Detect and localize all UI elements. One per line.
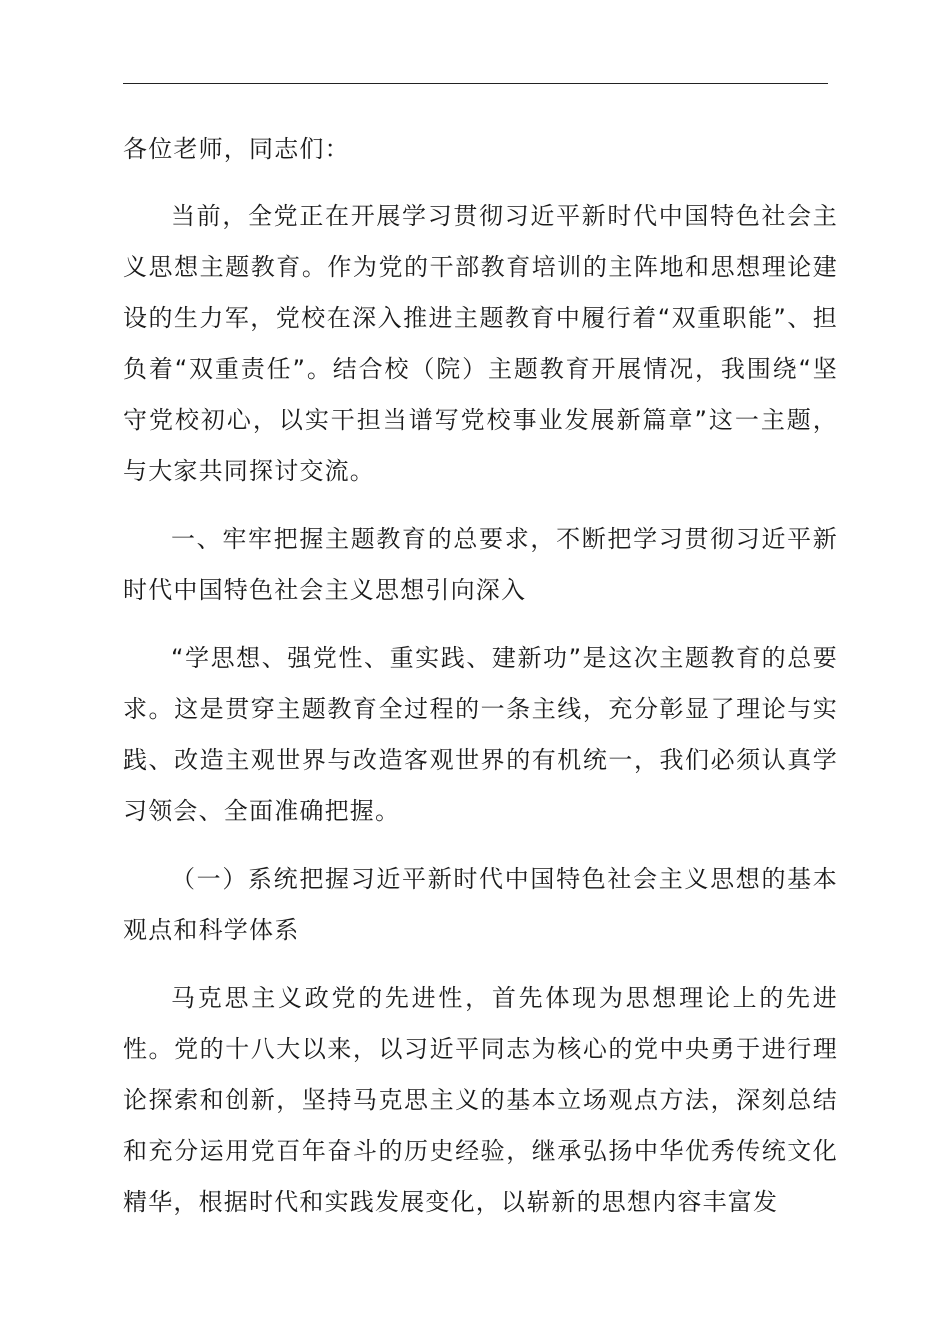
paragraph-requirements: “学思想、强党性、重实践、建新功”是这次主题教育的总要求。这是贯穿主题教育全过程的一条主线，充分彰显了理论与实践、改造主观世界与改造客观世界的有机统一，我们必须认真学习领会、全面准确把握。 (123, 644, 838, 825)
subsection-heading-1: （一）系统把握习近平新时代中国特色社会主义思想的基本观点和科学体系 (123, 865, 838, 944)
section-heading-1: 一、牢牢把握主题教育的总要求，不断把学习贯彻习近平新时代中国特色社会主义思想引向深入 (123, 525, 838, 604)
paragraph-marxism: 马克思主义政党的先进性，首先体现为思想理论上的先进性。党的十八大以来，以习近平同志为核心的党中央勇于进行理论探索和创新，坚持马克思主义的基本立场观点方法，深刻总结和充分运用党百年奋斗的历史经验，继承弘扬中华优秀传统文化精华，根据时代和实践发展变化，以崭新的思想内容丰富发 (123, 984, 838, 1216)
header-rule (123, 83, 828, 84)
document-body (123, 124, 838, 1245)
paragraph-intro: 当前，全党正在开展学习贯彻习近平新时代中国特色社会主义思想主题教育。作为党的干部教育培训的主阵地和思想理论建设的生力军，党校在深入推进主题教育中履行着“双重职能”、担负着“双重责任”。结合校（院）主题教育开展情况，我围绕“坚守党校初心，以实干担当谱写党校事业发展新篇章”这一主题，与大家共同探讨交流。 (123, 202, 838, 485)
salutation: 各位老师，同志们： (123, 135, 350, 163)
